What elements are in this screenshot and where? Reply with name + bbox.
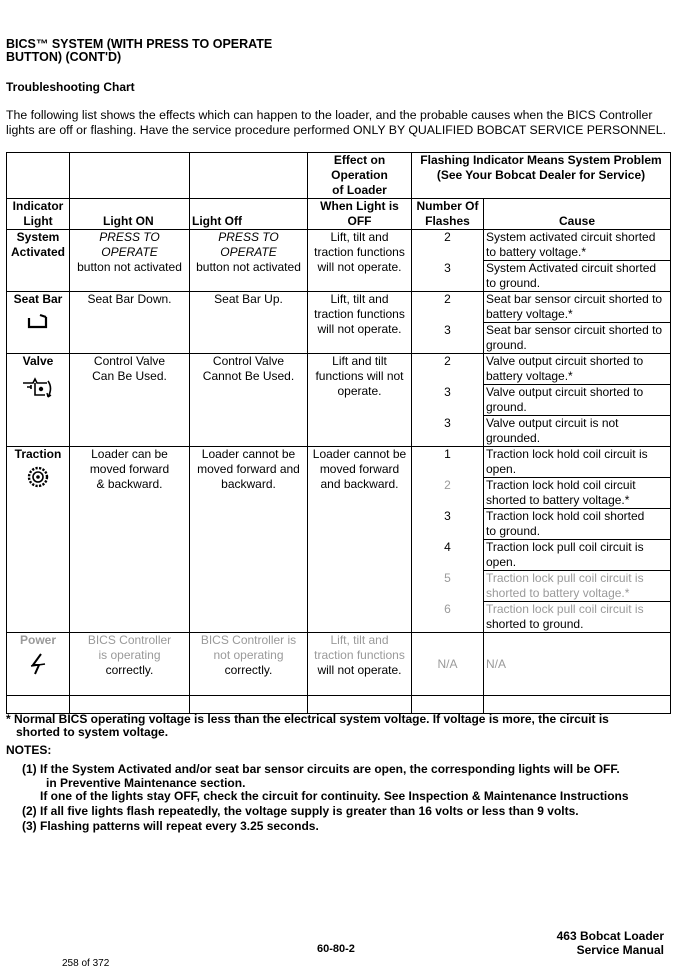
seat-bar-icon [26,311,50,331]
table-header-row [7,153,671,199]
cause-cell: Traction lock hold coil circuit shorted to battery voltage.* [484,478,671,509]
flash-count: 2 [412,354,484,385]
light-on-cell: BICS Controller is operating correctly. [70,633,190,696]
intro-paragraph: The following list shows the effects which can happen to the loader, and the probable causes when the BICS Controller lights are off or flashing. Have the service procedure performed ONLY BY QUALIFIED BOBCAT SERVICE PERSONNEL. [6,108,666,137]
indicator-traction: Traction [7,447,70,633]
table-row [7,292,671,323]
light-off-cell: Loader cannot be moved forward and backward. [190,447,308,633]
note-1: (1) If the System Activated and/or seat bar sensor circuits are open, the corresponding lights will be OFF. [22,762,620,776]
light-off-cell: Control Valve Cannot Be Used. [190,354,308,447]
flash-count: 3 [412,385,484,416]
light-on-cell: Loader can be moved forward & backward. [70,447,190,633]
light-on-cell: PRESS TO OPERATE button not activated [70,230,190,292]
num-flashes-header: Number Of Flashes [412,199,484,230]
table-spacer-row [7,696,671,714]
lightning-icon [28,652,48,676]
table-row [7,354,671,385]
note-3: (3) Flashing patterns will repeat every 3.25 seconds. [22,819,319,833]
table-row [7,633,671,696]
flashing-header: Flashing Indicator Means System Problem (See Your Bobcat Dealer for Service) [412,153,671,199]
light-off-cell: BICS Controller is not operating correctly. [190,633,308,696]
effect-cell: Lift, tilt and traction functions will not operate. [308,292,412,354]
flash-count: 3 [412,261,484,292]
troubleshooting-table [6,152,671,714]
cause-cell: Traction lock pull coil circuit is open. [484,540,671,571]
flash-count: 3 [412,509,484,540]
page-code: 60-80-2 [317,943,355,955]
flash-count: 3 [412,323,484,354]
flash-count: 6 [412,602,484,633]
notes-list [22,762,670,834]
cause-cell: Traction lock pull coil circuit is shorted to ground. [484,602,671,633]
indicator-seat-bar: Seat Bar [7,292,70,354]
when-off-header: When Light is OFF [308,199,412,230]
indicator-system-activated: System Activated [7,230,70,292]
indicator-header: Indicator Light [7,199,70,230]
table-row [7,230,671,261]
notes-heading: NOTES: [6,743,52,757]
cause-cell: Traction lock hold coil shorted to ground. [484,509,671,540]
light-on-cell: Control Valve Can Be Used. [70,354,190,447]
cause-cell: N/A [484,633,671,696]
flash-count: 5 [412,571,484,602]
effect-cell: Lift, tilt and traction functions will not operate. [308,230,412,292]
valve-icon [21,373,55,403]
section-title: BICS™ SYSTEM (WITH PRESS TO OPERATE BUTTON) (CONT'D) [6,37,273,64]
chart-heading: Troubleshooting Chart [6,80,135,94]
flash-count: 1 [412,447,484,478]
footnote: * Normal BICS operating voltage is less than the electrical system voltage. If voltage is more, the circuit is shorted to system voltage. [6,712,609,739]
cause-header: Cause [484,199,671,230]
flash-count: 2 [412,292,484,323]
light-on-header: Light ON [70,199,190,230]
flash-count: 3 [412,416,484,447]
manual-title: 463 Bobcat Loader Service Manual [556,929,664,957]
effect-header: Effect on Operation of Loader [308,153,412,199]
cause-cell: Valve output circuit shorted to ground. [484,385,671,416]
table-header-row [7,199,671,230]
flash-count: N/A [412,633,484,696]
indicator-valve: Valve [7,354,70,447]
note-2: (2) If all five lights flash repeatedly, the voltage supply is greater than 16 volts or less than 9 volts. [22,804,579,818]
note-1-cont: in Preventive Maintenance section. [46,776,246,790]
cause-cell: Valve output circuit is not grounded. [484,416,671,447]
indicator-power: Power [7,633,70,696]
cause-cell: System activated circuit shorted to battery voltage.* [484,230,671,261]
traction-icon [27,466,49,488]
page-count: 258 of 372 [62,958,110,969]
flash-count: 2 [412,230,484,261]
note-1-cont: If one of the lights stay OFF, check the circuit for continuity. See Inspection & Maintenance Instructions [40,789,629,803]
light-on-cell: Seat Bar Down. [70,292,190,354]
light-off-cell: PRESS TO OPERATE button not activated [190,230,308,292]
flash-count: 4 [412,540,484,571]
light-off-header: Light Off [190,199,308,230]
cause-cell: Seat bar sensor circuit shorted to battery voltage.* [484,292,671,323]
effect-cell: Lift, tilt and traction functions will not operate. [308,633,412,696]
table-row [7,447,671,478]
cause-cell: System Activated circuit shorted to ground. [484,261,671,292]
effect-cell: Lift and tilt functions will not operate. [308,354,412,447]
light-off-cell: Seat Bar Up. [190,292,308,354]
cause-cell: Valve output circuit shorted to battery voltage.* [484,354,671,385]
flash-count: 2 [412,478,484,509]
cause-cell: Seat bar sensor circuit shorted to ground. [484,323,671,354]
cause-cell: Traction lock pull coil circuit is shorted to battery voltage.* [484,571,671,602]
cause-cell: Traction lock hold coil circuit is open. [484,447,671,478]
effect-cell: Loader cannot be moved forward and backward. [308,447,412,633]
